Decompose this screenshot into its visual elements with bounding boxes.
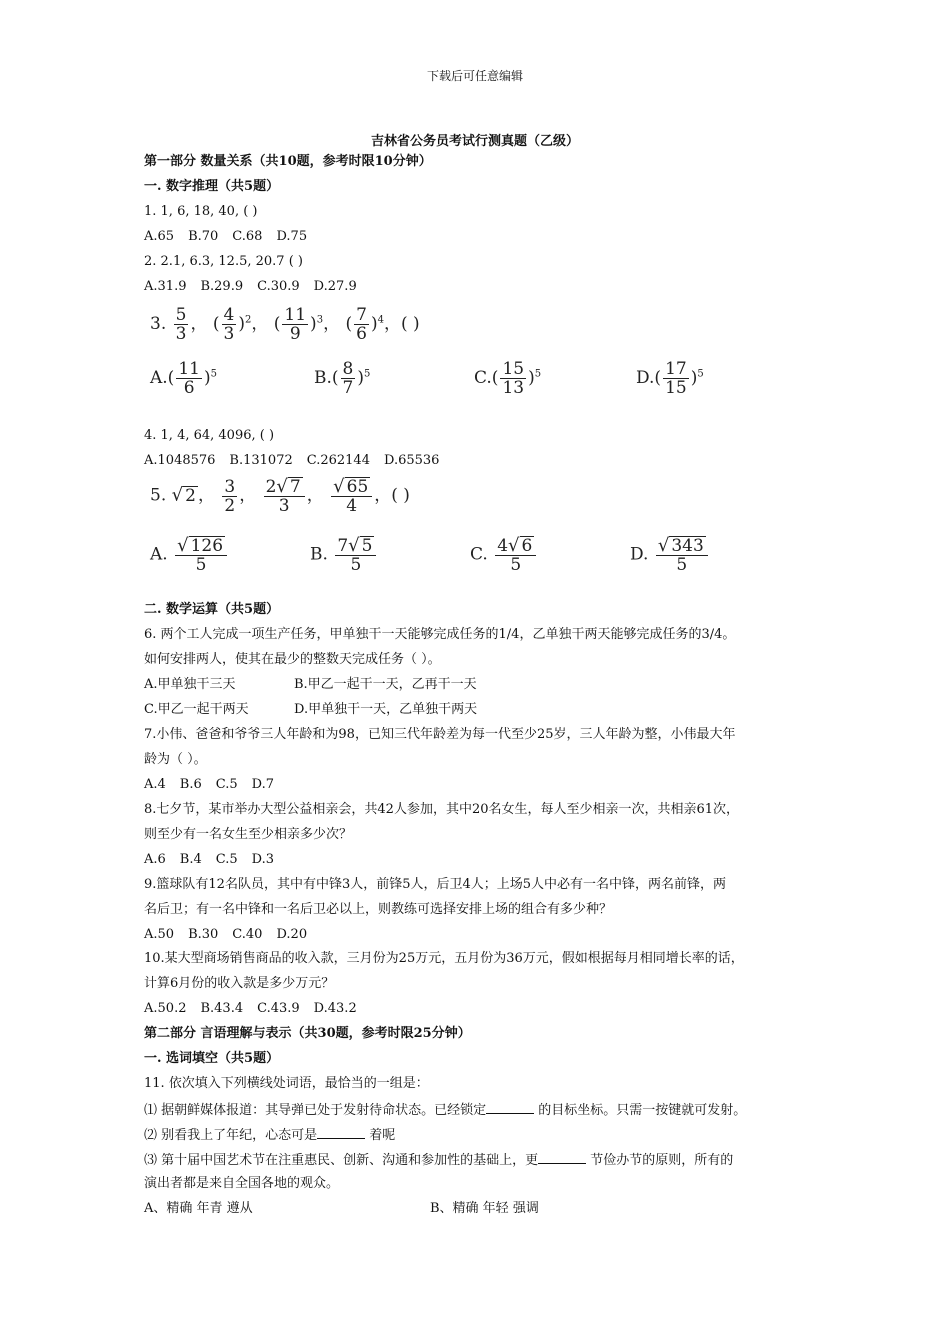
option: D.43.2 [313,1001,357,1016]
question-5-option-d: D. $\frac{√ 343}{5}$ [630,536,710,574]
question-6-line2: 如何安排两人，使其在最少的整数天完成任务（ ）。 [144,652,441,667]
option: B.4 [179,852,202,867]
question-11-item-3-cont: 演出者都是来自全国各地的观众。 [144,1176,340,1191]
fraction: $\frac{4}{3}$ [223,305,235,344]
option: A.6 [144,852,166,867]
option: C.68 [232,229,263,244]
fraction: $\frac{5}{3}$ [175,305,187,344]
blank-line [486,1101,534,1114]
option: C.30.9 [257,279,300,294]
question-3-option-b: B.( $\frac{8}{7}$ )$^5$ [314,359,371,398]
option: B.29.9 [200,279,244,294]
option: D.65536 [383,453,440,468]
question-7-line2: 龄为（ ）。 [144,752,207,767]
question-3-number: 3. [150,314,167,334]
question-5-option-a: A. $\frac{√ 126}{5}$ [150,536,229,574]
option: D.3 [251,852,275,867]
option: C.5 [215,777,238,792]
part1-heading: 第一部分 数量关系（共10题，参考时限10分钟） [144,154,432,169]
question-4: 4. 1, 4, 64, 4096, ( ) [144,428,275,443]
option: A.50 [144,927,175,942]
option: D.7 [251,777,275,792]
question-11-option-a: A、精确 年青 遵从 [144,1201,253,1216]
question-1-options [144,229,321,245]
question-8-line2: 则至少有一名女生至少相亲多少次？ [144,827,353,842]
question-10-options [144,1001,371,1017]
question-5-option-c: C. $\frac{4√ 6}{5}$ [470,536,538,574]
question-11-option-b: B、精确 年轻 强调 [430,1201,539,1216]
question-6-option-d: D.甲单独干一天，乙单独干两天 [294,702,478,717]
question-6-option-c: C.甲乙一起干两天 [144,702,249,717]
option: C.262144 [306,453,370,468]
question-5-formula: 5. √ 2 ， $\frac{3}{2}$ ， $\frac{2√ 7}{3}$ ， $\frac{√ 65}{4}$ ，( ) [150,476,410,516]
question-11-item-3: ⑶ 第十届中国艺术节在注重惠民、创新、沟通和参加性的基础上，更 节俭办节的原则，所有的 [144,1153,734,1168]
question-2: 2. 2.1, 6.3, 12.5, 20.7 ( ) [144,254,303,269]
question-3-option-d: D.( $\frac{17}{15}$ )$^5$ [636,359,704,398]
option: D.27.9 [313,279,357,294]
part2-heading: 第二部分 言语理解与表示（共30题，参考时限25分钟） [144,1026,471,1041]
option: C.5 [215,852,238,867]
question-6-line1: 6. 两个工人完成一项生产任务，甲单独干一天能够完成任务的1/4，乙单独干两天能够完成任务的3/4。 [144,627,736,642]
question-7-line1: 7.小伟、爸爸和爷爷三人年龄和为98，已知三代年龄差为每一代至少25岁，三人年龄为整，小伟最大年 [144,727,736,742]
option: D.75 [276,229,308,244]
question-10-line2: 计算6月份的收入款是多少万元？ [144,976,335,991]
section-number-series: 一. 数字推理（共5题） [144,179,280,194]
question-3-option-c: C.( $\frac{15}{13}$ )$^5$ [474,359,542,398]
option: B.6 [179,777,202,792]
option: B.70 [188,229,219,244]
question-11: 11. 依次填入下列横线处词语，最恰当的一组是： [144,1076,429,1091]
section-word-choice: 一. 选词填空（共5题） [144,1051,280,1066]
page-header: 下载后可任意编辑 [426,69,523,83]
option: A.31.9 [144,279,187,294]
question-2-options [144,279,371,295]
question-6-option-a: A.甲单独干三天 [144,677,236,692]
fraction: $\frac{11}{9}$ [284,305,307,344]
blank-line [317,1126,365,1139]
option: C.40 [232,927,263,942]
question-9-options [144,927,321,943]
question-3-formula: 3. $\frac{5}{3}$ ， ( $\frac{4}{3}$ )$^2$， ( $\frac{11}{9}$ )$^3$， ( $\frac{7}{6}$ )$^4$，( ) [150,305,420,344]
question-11-item-1: ⑴ 据朝鲜媒体报道：其导弹已处于发射待命状态。已经锁定 的目标坐标。只需一按键就可发射。 [144,1103,747,1118]
fraction: $\frac{7}{6}$ [356,305,367,344]
question-1: 1. 1, 6, 18, 40, ( ) [144,204,258,219]
option: A.50.2 [144,1001,187,1016]
option: B.131072 [229,453,293,468]
blank-line [538,1151,586,1164]
question-7-options [144,777,288,793]
question-6-option-b: B.甲乙一起干一天，乙再干一天 [294,677,477,692]
option: A.1048576 [144,453,216,468]
option: A.4 [144,777,166,792]
question-5-option-b: B. $\frac{7√ 5}{5}$ [310,536,378,574]
option: A.65 [144,229,175,244]
page-title: 吉林省公务员考试行测真题（乙级） [370,134,579,149]
option: C.43.9 [257,1001,300,1016]
question-8-line1: 8.七夕节，某市举办大型公益相亲会，共42人参加，其中20名女生，每人至少相亲一次，共相亲61次， [144,802,740,817]
section-arithmetic: 二. 数学运算（共5题） [144,602,280,617]
option: D.20 [276,927,308,942]
question-3-option-a: A.( $\frac{11}{6}$ )$^5$ [150,359,217,398]
option: B.30 [188,927,219,942]
option: B.43.4 [200,1001,244,1016]
question-9-line1: 9.篮球队有12名队员，其中有中锋3人，前锋5人，后卫4人；上场5人中必有一名中锋，两名前锋，两 [144,877,727,892]
question-4-options [144,453,453,469]
question-8-options [144,852,288,868]
question-10-line1: 10.某大型商场销售商品的收入款，三月份为25万元，五月份为36万元，假如根据每月相同增长率的话， [144,951,744,966]
question-9-line2: 名后卫；有一名中锋和一名后卫必以上，则教练可选择安排上场的组合有多少种？ [144,902,613,917]
question-11-item-2: ⑵ 别看我上了年纪，心态可是 着呢 [144,1128,396,1143]
